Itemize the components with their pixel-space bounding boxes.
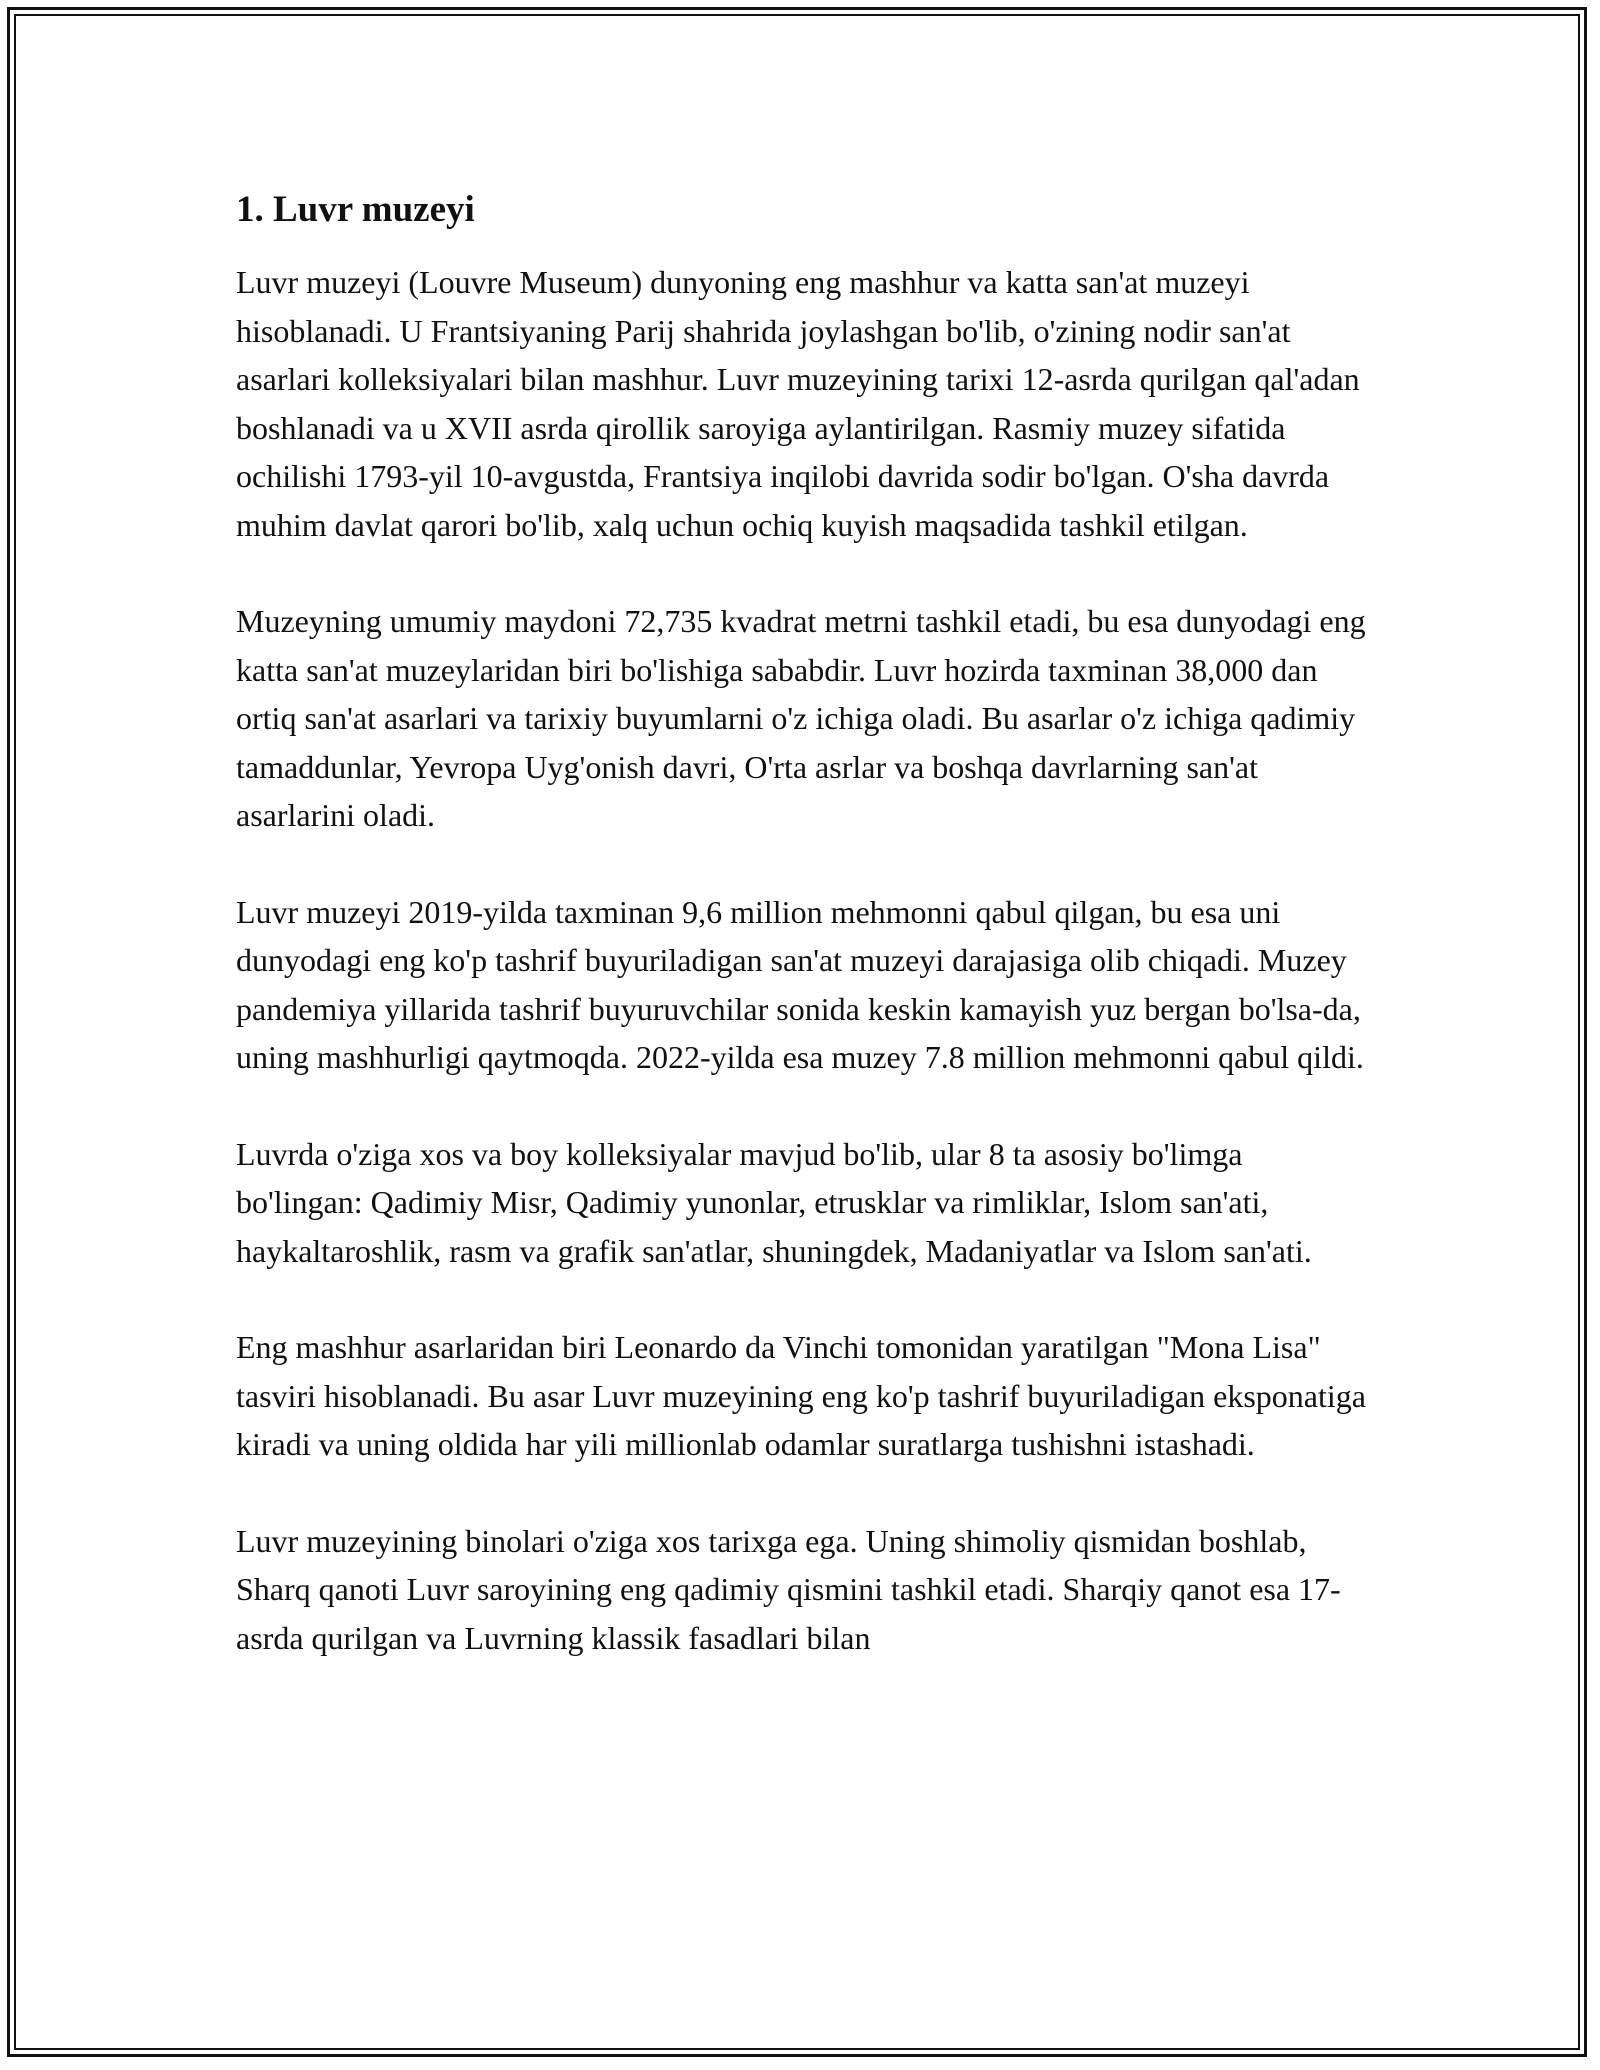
document-body [236, 186, 1366, 1710]
paragraph-mona-lisa: Eng mashhur asarlaridan biri Leonardo da Vinchi tomonidan yaratilgan "Mona Lisa" tasviri hisoblanadi. Bu asar Luvr muzeyining eng ko'p tashrif buyuriladigan eksponatiga kiradi va uning oldida har yili millionlab odamlar suratlarga tushishni istashadi. [236, 1329, 1366, 1462]
section-heading: 1. Luvr muzeyi [236, 189, 475, 230]
paragraph-visitors: Luvr muzeyi 2019-yilda taxminan 9,6 million mehmonni qabul qilgan, bu esa uni dunyodagi eng ko'p tashrif buyuriladigan san'at muzeyi darajasiga olib chiqadi. Muzey pandemiya yillarida tashrif buyuruvchilar sonida keskin kamayish yuz bergan bo'lsa-da, uning mashhurligi qaytmoqda. 2022-yilda esa muzey 7.8 million mehmonni qabul qildi. [236, 893, 1364, 1075]
paragraph-collections: Luvrda o'ziga xos va boy kolleksiyalar mavjud bo'lib, ular 8 ta asosiy bo'limga bo'lingan: Qadimiy Misr, Qadimiy yunonlar, etrusklar va rimliklar, Islom san'ati, haykaltaroshlik, rasm va grafik san'atlar, shuningdek, Madaniyatlar va Islom san'ati. [236, 1135, 1312, 1269]
paragraph-area: Muzeyning umumiy maydoni 72,735 kvadrat metrni tashkil etadi, bu esa dunyodagi eng katta san'at muzeylaridan biri bo'lishiga sababdir. Luvr hozirda taxminan 38,000 dan ortiq san'at asarlari va tarixiy buyumlarni o'z ichiga oladi. Bu asarlar o'z ichiga qadimiy tamaddunlar, Yevropa Uyg'onish davri, O'rta asrlar va boshqa davrlarning san'at asarlarini oladi. [236, 603, 1366, 833]
paragraph-buildings: Luvr muzeyining binolari o'ziga xos tarixga ega. Uning shimoliy qismidan boshlab, Sharq qanoti Luvr saroyining eng qadimiy qismini tashkil etadi. Sharqiy qanot esa 17-asrda qurilgan va Luvrning klassik fasadlari bilan [236, 1522, 1341, 1656]
paragraph-history: Luvr muzeyi (Louvre Museum) dunyoning eng mashhur va katta san'at muzeyi hisoblanadi. U Frantsiyaning Parij shahrida joylashgan bo'lib, o'zining nodir san'at asarlari kolleksiyalari bilan mashhur. Luvr muzeyining tarixi 12-asrda qurilgan qal'adan boshlanadi va u XVII asrda qirollik saroyiga aylantirilgan. Rasmiy muzey sifatida ochilishi 1793-yil 10-avgustda, Frantsiya inqilobi davrida sodir bo'lgan. O'sha davrda muhim davlat qarori bo'lib, xalq uchun ochiq kuyish maqsadida tashkil etilgan. [236, 264, 1360, 543]
